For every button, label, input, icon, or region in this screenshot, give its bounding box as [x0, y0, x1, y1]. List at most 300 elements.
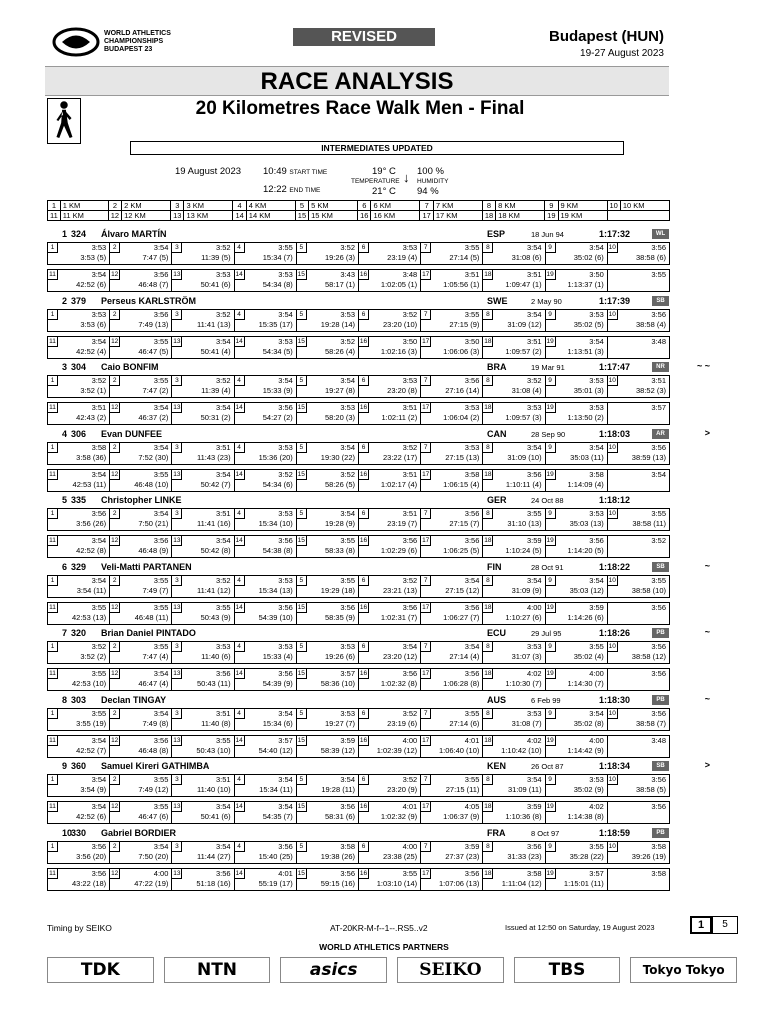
athlete-birthdate: 18 Jun 94	[531, 230, 564, 239]
lap-time: 3:55	[91, 602, 107, 612]
lap-time: 3:59	[589, 602, 604, 612]
lap-time: 3:56	[91, 868, 107, 878]
split-km-number: 18	[484, 603, 492, 611]
split-km-number: 14	[235, 736, 243, 744]
split-km-number: 11	[48, 802, 58, 812]
split-km-number: 11	[48, 403, 58, 413]
cumulative-time: 42:52 (6)	[76, 812, 107, 821]
split-cell	[235, 842, 297, 864]
lap-time: 3:51	[215, 442, 231, 452]
split-km-number: 11	[48, 536, 58, 546]
split-cell	[359, 443, 421, 465]
cumulative-time: 7:50 (20)	[138, 851, 169, 861]
split-km-number: 6	[359, 376, 369, 386]
athlete-birthdate: 19 Mar 91	[531, 363, 565, 372]
cumulative-time: 3:55 (19)	[76, 718, 107, 728]
split-distance: 6 KM	[371, 201, 420, 211]
split-cell	[172, 736, 234, 758]
split-km-number: 14	[235, 271, 243, 278]
split-cell	[235, 443, 297, 465]
split-cell	[608, 310, 670, 332]
cumulative-time: 1:06:25 (5)	[443, 546, 480, 555]
sponsor-tbs-logo: TBS	[514, 957, 621, 983]
split-km-number: 7	[421, 642, 431, 652]
split-grid	[47, 508, 670, 531]
split-index: 4	[233, 201, 246, 211]
split-km-number: 16	[359, 271, 368, 278]
lap-time: 3:54	[278, 708, 293, 718]
split-km-number: 1	[48, 509, 58, 519]
lap-time: 3:54	[91, 469, 107, 479]
split-index: 19	[545, 211, 558, 221]
lap-time: 3:53	[526, 642, 542, 651]
lap-time: 3:54	[589, 575, 604, 585]
split-distance: 13 KM	[184, 211, 233, 221]
split-cell	[608, 270, 670, 292]
lap-time: 3:43	[340, 270, 355, 279]
split-km-number: 15	[297, 736, 305, 744]
humidity-label: HUMIDITY	[417, 178, 449, 185]
cumulative-time: 54:34 (6)	[262, 479, 293, 489]
split-cell	[359, 403, 421, 425]
split-km-number: 10	[608, 776, 616, 783]
athlete-finish-time: 1:18:30	[599, 694, 631, 705]
split-cell	[172, 669, 234, 691]
cumulative-time: 15:33 (4)	[262, 652, 293, 661]
split-km-number: 5	[297, 310, 307, 320]
athlete-rank: 9	[62, 761, 68, 771]
cumulative-time: 38:58 (12)	[631, 652, 666, 661]
split-cell	[235, 669, 297, 691]
split-km-number: 13	[173, 736, 181, 744]
split-index: 7	[420, 201, 433, 211]
temperature-start: 19° C	[372, 166, 396, 177]
split-distance: 9 KM	[558, 201, 607, 211]
intermediates-notice: INTERMEDIATES UPDATED	[130, 141, 624, 155]
split-km-number: 9	[546, 310, 556, 320]
athlete-block	[47, 427, 710, 492]
lap-time: 3:58	[464, 469, 480, 479]
cumulative-time: 58:35 (9)	[324, 612, 355, 622]
split-cell	[172, 310, 234, 332]
cumulative-time: 27:15 (9)	[449, 319, 480, 329]
athlete-rank: 4	[62, 428, 68, 439]
split-cell	[297, 802, 359, 824]
split-cell	[235, 536, 297, 558]
lap-time: 3:56	[402, 669, 418, 678]
cumulative-time: 58:17 (1)	[324, 280, 355, 289]
split-cell	[297, 337, 359, 359]
venue-city: Budapest (HUN)	[549, 28, 664, 45]
athlete-country: FIN	[487, 561, 502, 572]
lap-time: 3:54	[278, 775, 293, 784]
split-km-number: 7	[421, 709, 431, 719]
split-cell	[235, 603, 297, 625]
split-grid	[47, 375, 670, 398]
split-km-number: 1	[48, 775, 58, 785]
record-badge: SB	[652, 761, 669, 771]
athlete-header	[47, 295, 670, 309]
split-km-number: 10	[608, 443, 616, 451]
cumulative-time: 7:49 (12)	[138, 785, 169, 794]
lap-time: 3:48	[651, 735, 666, 745]
split-cell	[48, 509, 110, 531]
lap-time: 3:56	[651, 775, 666, 784]
split-cell	[359, 669, 421, 691]
sponsor-tokyo-logo: Tokyo Tokyo	[630, 957, 737, 983]
cumulative-time: 23:20 (8)	[387, 386, 418, 395]
athlete-header	[47, 693, 710, 708]
split-cell	[297, 443, 359, 465]
split-grid	[47, 575, 670, 598]
athlete-birthdate: 29 Jul 95	[531, 629, 562, 638]
split-index: 10	[607, 201, 620, 211]
lap-time: 3:53	[278, 642, 293, 651]
cumulative-time: 1:14:38 (8)	[567, 812, 604, 821]
lap-time: 3:56	[651, 708, 666, 718]
athlete-block	[47, 827, 670, 891]
lap-time: 3:54	[153, 403, 169, 412]
lap-time: 3:51	[91, 403, 107, 412]
cumulative-time: 50:43 (11)	[196, 679, 231, 688]
split-cell	[110, 376, 172, 398]
race-date: 19 August 2023	[175, 166, 242, 177]
split-grid	[47, 269, 670, 292]
split-km-number: 3	[172, 642, 182, 652]
split-distance: 15 KM	[309, 211, 358, 221]
lap-time: 3:56	[153, 309, 169, 319]
lap-time: 3:55	[215, 735, 231, 745]
split-cell	[172, 842, 234, 864]
record-badge: WL	[652, 229, 669, 239]
athlete-header	[47, 427, 710, 442]
lap-time: 3:54	[526, 575, 542, 585]
athlete-bib: 330	[71, 827, 87, 838]
split-km-number: 13	[173, 803, 181, 810]
cumulative-time: 15:34 (10)	[258, 519, 293, 528]
cumulative-time: 7:47 (5)	[142, 253, 169, 262]
split-cell	[110, 337, 172, 359]
lap-time: 3:56	[464, 376, 480, 385]
split-km-number: 17	[422, 404, 430, 411]
lap-time: 3:55	[651, 270, 666, 279]
cumulative-time: 42:53 (10)	[71, 679, 107, 688]
lap-time: 4:02	[526, 669, 542, 678]
split-cell	[235, 802, 297, 824]
championship-logo	[52, 24, 212, 60]
split-cell	[297, 376, 359, 398]
split-index: 14	[233, 211, 246, 221]
split-km-number: 10	[608, 510, 616, 517]
athlete-rank: 2	[62, 295, 68, 306]
lap-time: 3:59	[340, 735, 355, 745]
split-cell	[421, 669, 483, 691]
split-cell	[48, 709, 110, 731]
split-cell	[297, 869, 359, 891]
cumulative-time: 46:47 (6)	[138, 812, 169, 821]
split-cell	[608, 842, 670, 864]
lap-time: 3:57	[278, 735, 293, 745]
athlete-country: CAN	[487, 428, 507, 439]
split-km-number: 14	[235, 803, 243, 810]
cumulative-time: 1:06:15 (4)	[443, 479, 480, 489]
lap-time: 3:51	[526, 270, 542, 279]
split-distance: 19 KM	[558, 211, 607, 221]
cumulative-time: 35:03 (11)	[570, 452, 604, 462]
cumulative-time: 19:29 (18)	[320, 585, 355, 595]
split-km-number: 1	[48, 709, 58, 719]
cumulative-time: 19:30 (22)	[320, 452, 355, 462]
split-km-number: 15	[297, 803, 305, 810]
cumulative-time: 46:37 (2)	[138, 413, 169, 422]
split-grid	[47, 402, 670, 425]
split-cell	[421, 337, 483, 359]
athlete-rank: 1	[62, 229, 68, 239]
lap-time: 3:59	[526, 536, 542, 545]
cumulative-time: 1:05:56 (1)	[443, 280, 480, 289]
lap-time: 4:01	[464, 735, 480, 745]
lap-time: 3:55	[91, 669, 107, 678]
split-km-number: 12	[111, 803, 119, 810]
athlete-name: Declan TINGAY	[101, 694, 167, 705]
lap-time: 3:54	[589, 708, 604, 718]
sponsor-tdk-logo: TDK	[47, 957, 154, 983]
split-km-number: 9	[546, 775, 556, 785]
cumulative-time: 1:02:31 (7)	[380, 612, 418, 622]
athlete-bib: 303	[71, 694, 87, 705]
athlete-name: Christopher LINKE	[101, 495, 182, 505]
cumulative-time: 31:08 (4)	[511, 386, 542, 395]
split-cell	[297, 509, 359, 531]
split-cell	[546, 376, 608, 398]
split-km-number: 13	[173, 603, 181, 611]
lap-time: 3:56	[464, 536, 480, 545]
lap-time: 3:54	[153, 841, 169, 851]
cumulative-time: 1:10:27 (6)	[505, 612, 542, 622]
split-km-number: 1	[48, 310, 58, 320]
split-cell	[421, 642, 483, 664]
split-cell	[48, 842, 110, 864]
split-km-number: 18	[484, 670, 492, 677]
cumulative-time: 7:47 (2)	[142, 386, 169, 395]
split-cell	[235, 270, 297, 292]
split-km-number: 14	[235, 470, 243, 478]
cumulative-time: 58:26 (4)	[324, 346, 355, 356]
split-index: 17	[420, 211, 433, 221]
split-distance: 16 KM	[371, 211, 420, 221]
split-km-number: 12	[111, 603, 119, 611]
split-grid	[47, 641, 670, 664]
split-km-number: 5	[297, 842, 307, 852]
athlete-finish-time: 1:18:03	[599, 428, 631, 439]
athlete-bib: 324	[71, 229, 87, 239]
athlete-name: Veli-Matti PARTANEN	[101, 561, 192, 572]
athlete-block	[47, 627, 710, 691]
athlete-block	[47, 693, 710, 758]
cumulative-time: 42:43 (2)	[76, 413, 107, 422]
split-km-number: 12	[111, 271, 119, 278]
cumulative-time: 15:36 (20)	[258, 452, 293, 462]
split-cell	[421, 310, 483, 332]
cumulative-time: 19:28 (14)	[320, 319, 355, 329]
split-cell	[608, 869, 670, 891]
split-cell	[483, 642, 545, 664]
athlete-country: BRA	[487, 362, 507, 372]
cumulative-time: 3:53 (6)	[80, 319, 107, 329]
split-km-number: 14	[235, 537, 243, 544]
split-cell	[235, 310, 297, 332]
temperature-end: 21° C	[372, 186, 396, 197]
cumulative-time: 43:22 (18)	[71, 878, 107, 888]
lap-time: 3:52	[402, 575, 418, 585]
cumulative-time: 1:14:42 (9)	[567, 745, 604, 755]
cumulative-time: 27:37 (23)	[445, 851, 480, 861]
cumulative-time: 1:07:06 (13)	[438, 878, 480, 888]
split-cell	[359, 376, 421, 398]
split-distance: 14 KM	[246, 211, 295, 221]
lap-time: 3:52	[402, 775, 418, 784]
athlete-name: Álvaro MARTÍN	[101, 229, 167, 239]
lap-time: 3:52	[91, 642, 107, 651]
lap-time: 3:56	[589, 536, 604, 545]
split-cell	[421, 270, 483, 292]
split-grid	[47, 841, 670, 864]
split-km-number: 15	[297, 271, 305, 278]
split-cell	[546, 775, 608, 797]
cumulative-time: 54:39 (9)	[262, 679, 293, 688]
split-km-number: 3	[172, 443, 182, 453]
lap-time: 3:53	[589, 775, 604, 784]
lap-time: 3:58	[651, 868, 666, 878]
lap-time: 3:56	[340, 802, 355, 811]
athlete-bib: 379	[71, 295, 87, 306]
split-km-number: 9	[546, 842, 556, 852]
split-km-number: 18	[484, 271, 492, 278]
cumulative-time: 23:19 (7)	[387, 519, 418, 528]
split-cell	[359, 709, 421, 731]
split-km-number: 5	[297, 642, 307, 652]
lap-time: 3:48	[651, 336, 666, 346]
split-km-number: 9	[546, 509, 556, 519]
athlete-header	[47, 627, 710, 641]
split-km-number: 4	[235, 709, 245, 719]
split-cell	[483, 669, 545, 691]
split-km-number: 2	[110, 842, 120, 852]
split-cell	[110, 709, 172, 731]
cumulative-time: 54:34 (8)	[262, 280, 293, 289]
split-km-number: 6	[359, 443, 369, 453]
split-distance: 4 KM	[246, 201, 295, 211]
lap-time: 3:54	[589, 336, 604, 346]
lap-time: 3:56	[215, 868, 231, 878]
athlete-name: Gabriel BORDIER	[101, 827, 177, 838]
split-grid	[47, 735, 670, 758]
lap-time: 3:54	[215, 469, 231, 479]
lap-time: 3:51	[464, 270, 480, 279]
split-cell	[421, 842, 483, 864]
split-cell	[48, 270, 110, 292]
athlete-name: Evan DUNFEE	[101, 428, 163, 439]
lap-time: 4:02	[589, 802, 604, 811]
lap-time: 3:52	[215, 309, 231, 319]
athlete-header	[47, 827, 670, 841]
athlete-birthdate: 28 Oct 91	[531, 562, 564, 572]
cumulative-time: 11:39 (5)	[201, 253, 231, 262]
split-cell	[48, 243, 110, 265]
split-cell	[421, 775, 483, 797]
split-km-number: 18	[484, 537, 492, 544]
split-distance: 12 KM	[122, 211, 171, 221]
lap-time: 3:55	[651, 509, 666, 518]
cumulative-time: 1:14:09 (4)	[567, 479, 604, 489]
split-km-number: 16	[359, 337, 368, 345]
cumulative-time: 1:10:24 (5)	[505, 546, 542, 555]
split-km-number: 7	[421, 443, 431, 453]
split-cell	[48, 310, 110, 332]
split-cell	[110, 509, 172, 531]
lap-time: 3:54	[153, 509, 169, 518]
split-km-number: 15	[297, 470, 305, 478]
lap-time: 3:53	[526, 403, 542, 412]
split-km-number: 6	[359, 709, 369, 719]
cumulative-time: 31:09 (11)	[507, 785, 542, 794]
split-km-number: 11	[48, 869, 58, 879]
cumulative-time: 35:28 (22)	[569, 851, 604, 861]
athlete-country: KEN	[487, 761, 507, 771]
split-cell	[546, 842, 608, 864]
lap-time: 3:53	[278, 442, 293, 452]
split-cell	[110, 270, 172, 292]
split-cell	[483, 536, 545, 558]
revised-banner: REVISED	[293, 28, 435, 46]
cumulative-time: 50:42 (7)	[200, 479, 231, 489]
split-km-number: 17	[422, 803, 430, 810]
cumulative-time: 15:34 (6)	[262, 718, 293, 728]
split-km-number: 1	[48, 376, 58, 386]
lap-time: 3:55	[340, 536, 355, 545]
split-cell	[172, 775, 234, 797]
cumulative-time: 7:52 (30)	[138, 452, 169, 462]
cumulative-time: 19:38 (26)	[320, 851, 355, 861]
split-cell	[546, 470, 608, 492]
split-km-number: 17	[422, 271, 430, 278]
split-km-number: 7	[421, 310, 431, 320]
split-km-number: 12	[111, 537, 119, 544]
lap-time: 3:56	[278, 602, 293, 612]
cumulative-time: 50:31 (2)	[200, 413, 231, 422]
split-cell	[359, 310, 421, 332]
cumulative-time: 1:10:11 (4)	[505, 479, 542, 489]
split-cell	[546, 603, 608, 625]
split-km-number: 1	[48, 576, 58, 586]
lap-time: 3:53	[589, 376, 604, 385]
cumulative-time: 1:06:04 (2)	[443, 413, 480, 422]
split-index: 13	[171, 211, 184, 221]
lap-time: 3:55	[278, 243, 293, 252]
split-km-number: 13	[173, 271, 181, 278]
split-km-number: 4	[235, 642, 245, 652]
lap-time: 3:56	[651, 309, 666, 319]
athlete-header	[47, 361, 710, 375]
split-grid	[47, 469, 670, 492]
issued-timestamp: Issued at 12:50 on Saturday, 19 August 2023	[505, 923, 655, 932]
lap-time: 3:53	[340, 309, 355, 319]
cumulative-time: 19:28 (9)	[324, 519, 355, 528]
cumulative-time: 3:52 (2)	[80, 652, 107, 661]
cumulative-time: 11:40 (10)	[196, 785, 231, 794]
lap-time: 3:56	[278, 536, 293, 545]
lap-time: 3:56	[340, 868, 355, 878]
